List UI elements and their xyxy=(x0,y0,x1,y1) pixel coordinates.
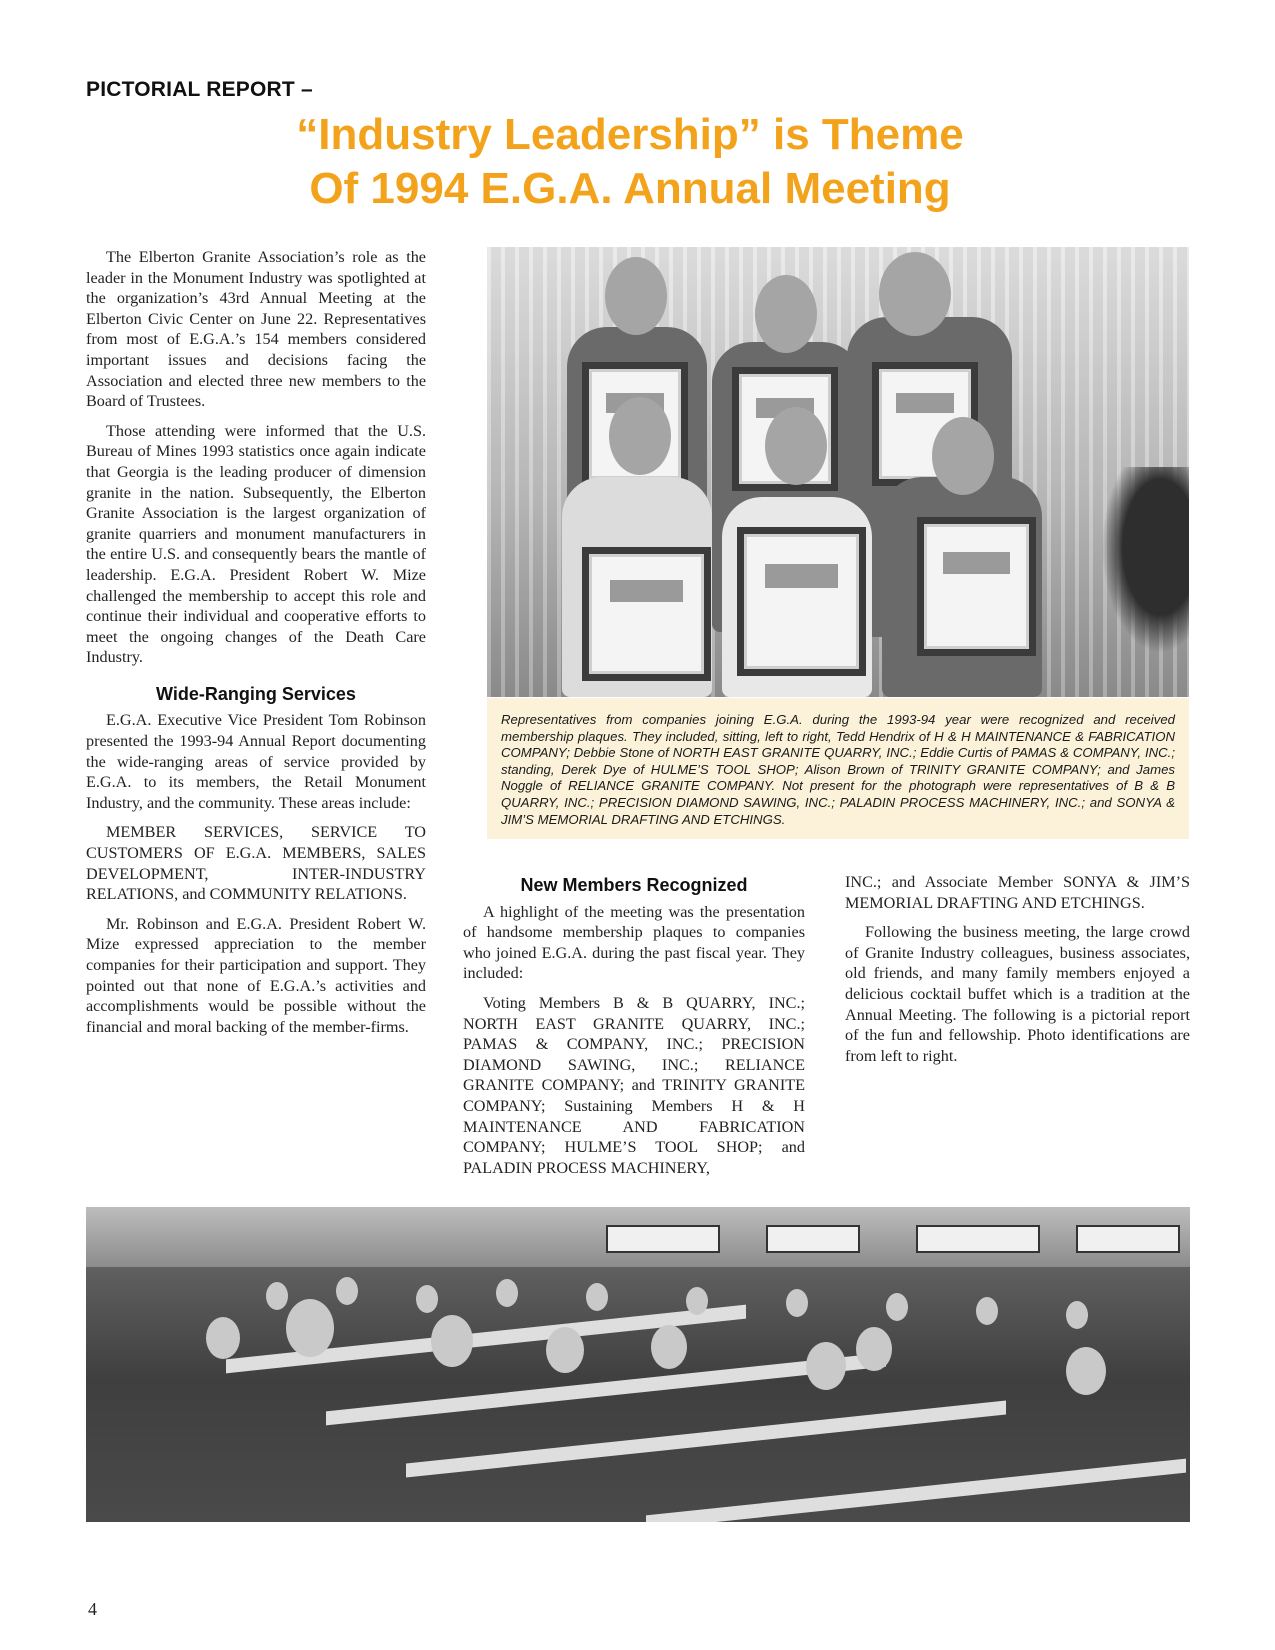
attendee xyxy=(496,1279,518,1307)
section-heading-new-members: New Members Recognized xyxy=(520,875,748,895)
attendee xyxy=(416,1285,438,1313)
hall-window xyxy=(606,1225,720,1253)
meeting-table xyxy=(406,1400,1006,1477)
membership-plaque xyxy=(582,547,711,681)
meeting-audience-photo xyxy=(86,1207,1190,1522)
membership-plaque xyxy=(737,527,866,676)
article-column-left xyxy=(86,247,426,1046)
attendee xyxy=(856,1327,892,1371)
article-column-right xyxy=(845,872,1190,1075)
attendee xyxy=(1066,1347,1106,1395)
attendee xyxy=(976,1297,998,1325)
attendee xyxy=(286,1299,334,1357)
article-column-middle xyxy=(463,875,805,1187)
hall-window xyxy=(916,1225,1040,1253)
attendee xyxy=(786,1289,808,1317)
article-paragraph: MEMBER SERVICES, SERVICE TO CUSTOMERS OF E.G.A. MEMBERS, SALES DEVELOPMENT, INTER-INDUSTRY RELATIONS, and COMMUNITY RELATIONS. xyxy=(86,823,426,904)
headline-line-2: Of 1994 E.G.A. Annual Meeting xyxy=(309,164,951,213)
meeting-table xyxy=(326,1353,886,1426)
attendee xyxy=(546,1327,584,1373)
person-head xyxy=(932,417,994,495)
hall-window xyxy=(766,1225,860,1253)
attendee xyxy=(206,1317,240,1359)
article-paragraph: Mr. Robinson and E.G.A. President Robert W. Mize expressed appreciation to the member companies for their participation and support. They pointed out that none of E.G.A.’s activities and accomplishments would be possible without the financial and moral backing of the member-firms. xyxy=(86,914,426,1036)
person-head xyxy=(879,252,951,336)
person-head xyxy=(605,257,667,335)
attendee xyxy=(886,1293,908,1321)
person-head xyxy=(609,397,671,475)
article-paragraph: Those attending were informed that the U.S. Bureau of Mines 1993 statistics once again indicate that Georgia is the leading producer of dimension granite in the nation. Subsequently, the Elberton Granite Association is the largest organization of granite quarriers and monument manufacturers in the entire U.S. and consequently bears the mantle of leadership. E.G.A. President Robert W. Mize challenged the membership to accept this role and continue their individual and cooperative efforts to meet the ongoing changes of the Death Care Industry. xyxy=(86,421,426,667)
attendee xyxy=(336,1277,358,1305)
attendee xyxy=(686,1287,708,1315)
attendee xyxy=(806,1342,846,1390)
article-paragraph: Following the business meeting, the large crowd of Granite Industry colleagues, business associates, old friends, and many family members enjoyed a delicious cocktail buffet which is a tradition at the Annual Meeting. The following is a pictorial report of the fun and fellowship. Photo identifications are from left to right. xyxy=(845,923,1190,1065)
potted-plant xyxy=(1094,467,1189,667)
article-paragraph: The Elberton Granite Association’s role as the leader in the Monument Industry was spotlighted at the organization’s 43rd Annual Meeting at the Elberton Civic Center on June 22. Representatives from most of E.G.A.’s 154 members considered important issues and decisions facing the Association and elected three new members to the Board of Trustees. xyxy=(86,248,426,411)
headline-line-1: “Industry Leadership” is Theme xyxy=(296,110,964,159)
attendee xyxy=(586,1283,608,1311)
article-paragraph-continued: INC.; and Associate Member SONYA & JIM’S MEMORIAL DRAFTING AND ETCHINGS. xyxy=(845,873,1190,912)
new-members-photo xyxy=(487,247,1189,697)
article-paragraph: E.G.A. Executive Vice President Tom Robinson presented the 1993-94 Annual Report documenting the wide-ranging areas of service provided by E.G.A. to its members, the Retail Monument Industry, and the community. These areas include: xyxy=(86,711,426,812)
article-paragraph: A highlight of the meeting was the presentation of handsome membership plaques to companies who joined E.G.A. during the past fiscal year. They included: xyxy=(463,902,805,983)
article-paragraph: Voting Members B & B QUARRY, INC.; NORTH EAST GRANITE QUARRY, INC.; PAMAS & COMPANY, INC.; PRECISION DIAMOND SAWING, INC.; RELIANCE GRANITE COMPANY; and TRINITY GRANITE COMPANY; Sustaining Members H & H MAINTENANCE AND FABRICATION COMPANY; HULME’S TOOL SHOP; and PALADIN PROCESS MACHINERY, xyxy=(463,993,805,1177)
attendee xyxy=(651,1325,687,1369)
person-head xyxy=(765,407,827,485)
page-number: 4 xyxy=(88,1599,97,1619)
attendee xyxy=(1066,1301,1088,1329)
meeting-table xyxy=(646,1459,1186,1522)
section-heading-services: Wide-Ranging Services xyxy=(156,683,356,704)
attendee xyxy=(431,1315,473,1367)
membership-plaque xyxy=(917,517,1036,656)
section-kicker: PICTORIAL REPORT – xyxy=(86,78,313,101)
hall-window xyxy=(1076,1225,1180,1253)
article-headline xyxy=(230,108,1030,216)
photo-caption: Representatives from companies joining E.G.A. during the 1993-94 year were recognized and received membership plaques. They included, sitting, left to right, Tedd Hendrix of H & H MAINTENANCE & FABRICATION COMPANY; Debbie Stone of NORTH EAST GRANITE QUARRY, INC.; Eddie Curtis of PAMAS & COMPANY, INC.; standing, Derek Dye of HULME’S TOOL SHOP; Alison Brown of TRINITY GRANITE COMPANY; and James Noggle of RELIANCE GRANITE COMPANY. Not present for the photograph were representatives of B & B QUARRY, INC.; PRECISION DIAMOND SAWING, INC.; PALADIN PROCESS MACHINERY, INC.; and SONYA & JIM’S MEMORIAL DRAFTING AND ETCHINGS. xyxy=(487,698,1189,839)
person-head xyxy=(755,275,817,353)
attendee xyxy=(266,1282,288,1310)
